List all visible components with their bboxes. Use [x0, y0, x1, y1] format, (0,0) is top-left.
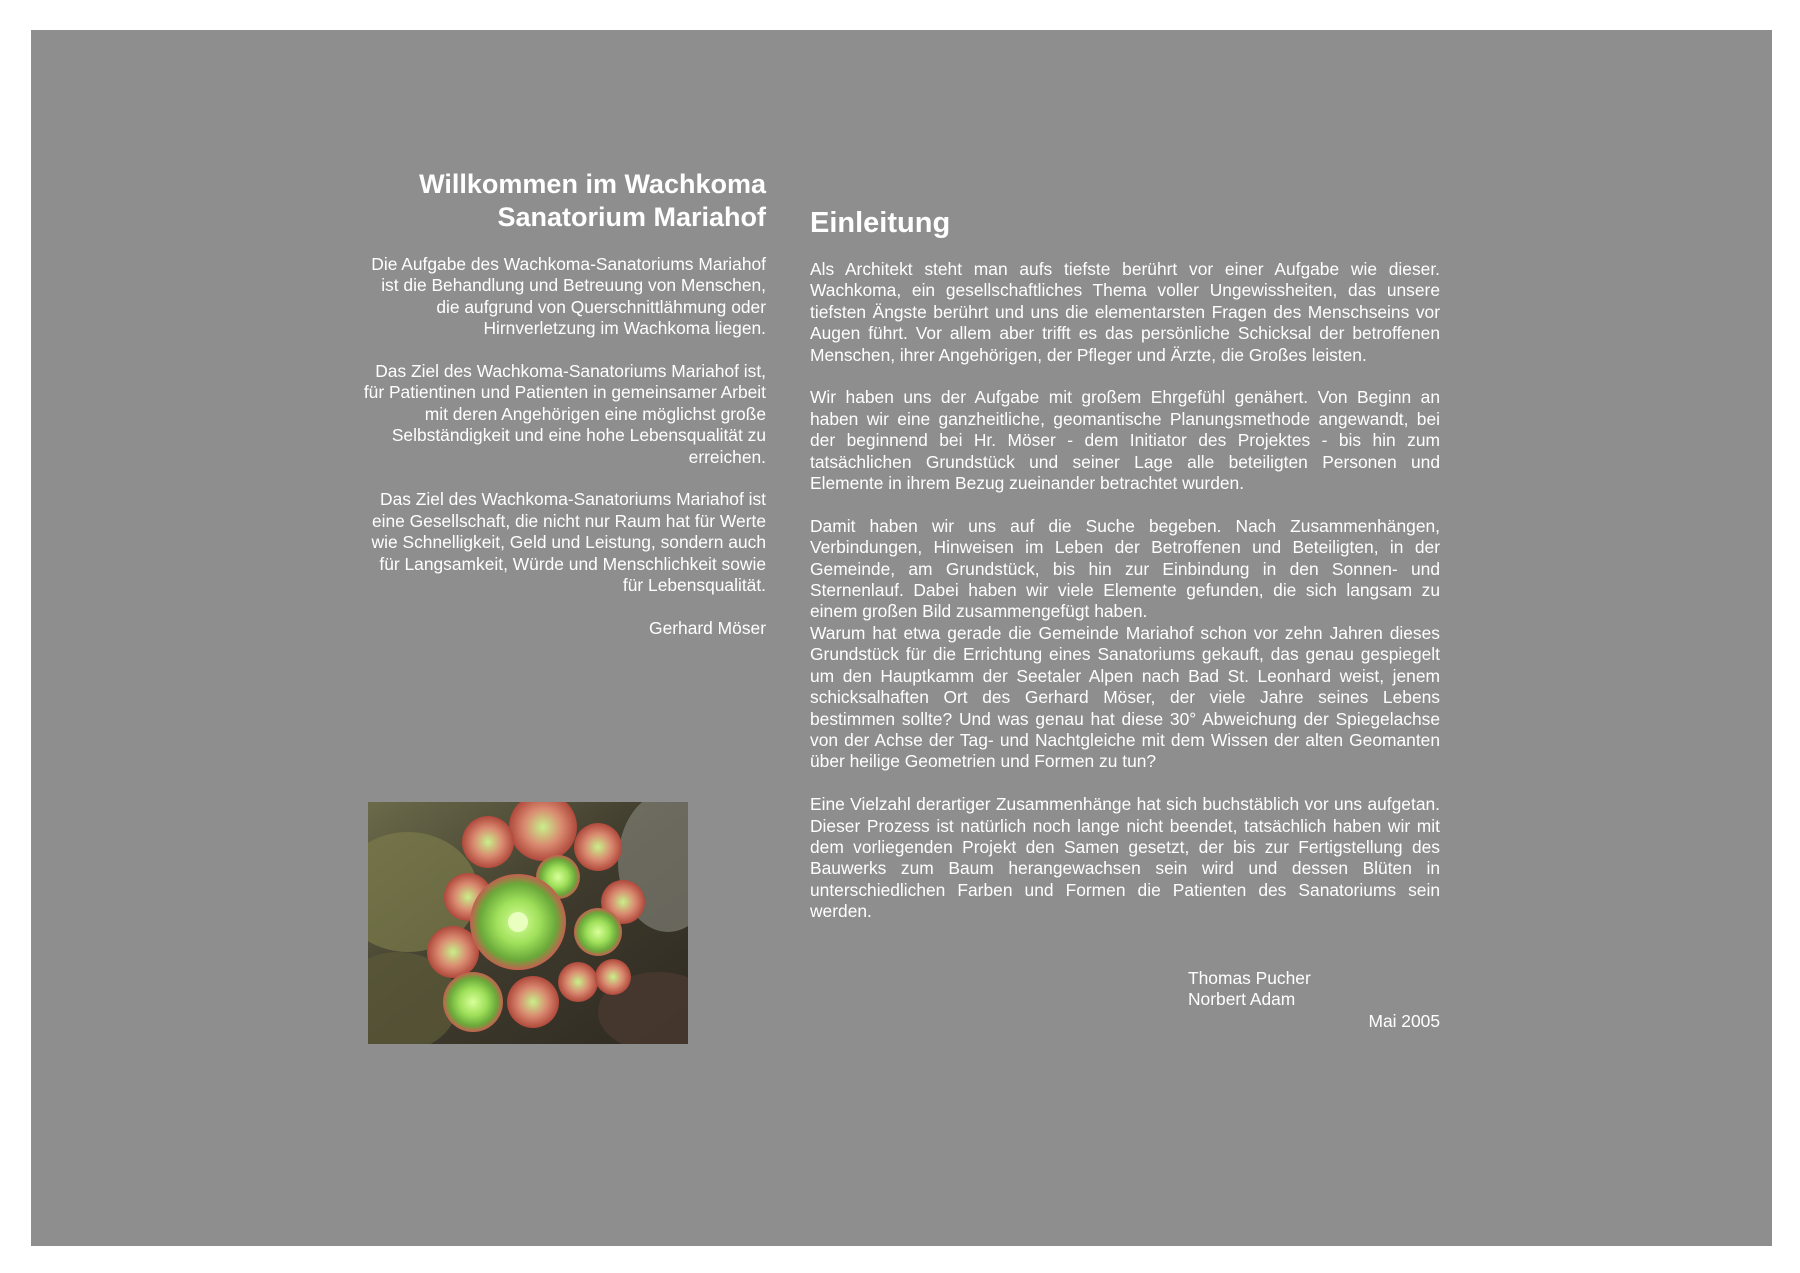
intro-paragraph-3: Damit haben wir uns auf die Suche begeben. Nach Zusammenhängen, Verbindungen, Hinweisen im Leben der Betroffenen und Beteiligten, in der Gemeinde, am Grundstück, bis hin zur Einbindung in den Sonnen- und Sternenlauf. Dabei haben wir viele Elemente gefunden, die sich langsam zu einem großen Bild zusammengefügt haben.	[810, 515, 1440, 622]
intro-paragraph-2: Wir haben uns der Aufgabe mit großem Ehrgefühl genähert. Von Beginn an haben wir eine ganzheitliche, geomantische Planungsmethode angewandt, bei der beginnend bei Hr. Möser - dem Initiator des Projektes - bis hin zum tatsächlichen Grundstück und seiner Lage alle beteiligten Personen und Elemente in ihrem Bezug zueinander betrachtet wurden.	[810, 387, 1440, 494]
intro-paragraph-4: Warum hat etwa gerade die Gemeinde Mariahof schon vor zehn Jahren dieses Grundstück für die Errichtung eines Sanatoriums gekauft, das genau gespiegelt um den Hauptkamm der Seetaler Alpen nach Bad St. Leonhard weist, jenem schicksalhaften Ort des Gerhard Möser, der viele Jahre seines Lebens bestimmen sollte? Und was genau hat diese 30° Abweichung der Spiegelachse von der Achse der Tag- und Nachtgleiche mit dem Wissen der alten Geomanten über heilige Geometrien und Formen zu tun?	[810, 622, 1440, 772]
intro-signature-block	[1188, 968, 1440, 1032]
document-date: Mai 2005	[1368, 1010, 1440, 1031]
succulent-rosette-image	[368, 802, 688, 1044]
welcome-column	[360, 168, 766, 639]
succulent-photo	[368, 802, 688, 1044]
intro-paragraph-1: Als Architekt steht man aufs tiefste berührt vor einer Aufgabe wie dieser. Wachkoma, ein gesellschaftliches Thema voller Ungewissheiten, das unsere tiefsten Ängste berührt und uns die elementarsten Fragen des Menschseins vor Augen führt. Vor allem aber trifft es das persönliche Schicksal der betroffenen Menschen, ihrer Angehörigen, der Pfleger und Ärzte, die Großes leisten.	[810, 259, 1440, 365]
welcome-title-line2: Sanatorium Mariahof	[497, 202, 766, 232]
intro-title: Einleitung	[810, 207, 951, 239]
welcome-title-line1: Willkommen im Wachkoma	[419, 169, 766, 199]
author-name: Norbert Adam	[1188, 989, 1296, 1010]
author-name: Thomas Pucher	[1188, 968, 1311, 988]
welcome-paragraph-3: Das Ziel des Wachkoma-Sanatoriums Mariahof ist eine Gesellschaft, die nicht nur Raum hat für Werte wie Schnelligkeit, Geld und Leistung, sondern auch für Langsamkeit, Würde und Menschlichkeit sowie für Lebensqualität.	[371, 489, 766, 596]
welcome-title	[360, 168, 766, 234]
welcome-paragraph-1: Die Aufgabe des Wachkoma-Sanatoriums Mariahof ist die Behandlung und Betreuung von Menschen, die aufgrund von Querschnittlähmung oder Hirnverletzung im Wachkoma liegen.	[371, 254, 766, 339]
intro-column	[810, 205, 1440, 944]
intro-paragraph-5: Eine Vielzahl derartiger Zusammenhänge hat sich buchstäblich vor uns aufgetan. Dieser Prozess ist natürlich noch lange nicht beendet, tatsächlich haben wir mit dem vorliegenden Projekt den Samen gesetzt, der bis zur Fertigstellung des Bauwerks zum Baum herangewachsen sein wird und dessen Blüten in unterschiedlichen Farben und Formen die Patienten des Sanatoriums sein werden.	[810, 794, 1440, 922]
welcome-paragraph-2: Das Ziel des Wachkoma-Sanatoriums Mariahof ist, für Patientinen und Patienten in gemeinsamer Arbeit mit deren Angehörigen eine möglichst große Selbständigkeit und eine hohe Lebensqualität zu erreichen.	[363, 361, 766, 467]
welcome-signature: Gerhard Möser	[649, 617, 766, 638]
